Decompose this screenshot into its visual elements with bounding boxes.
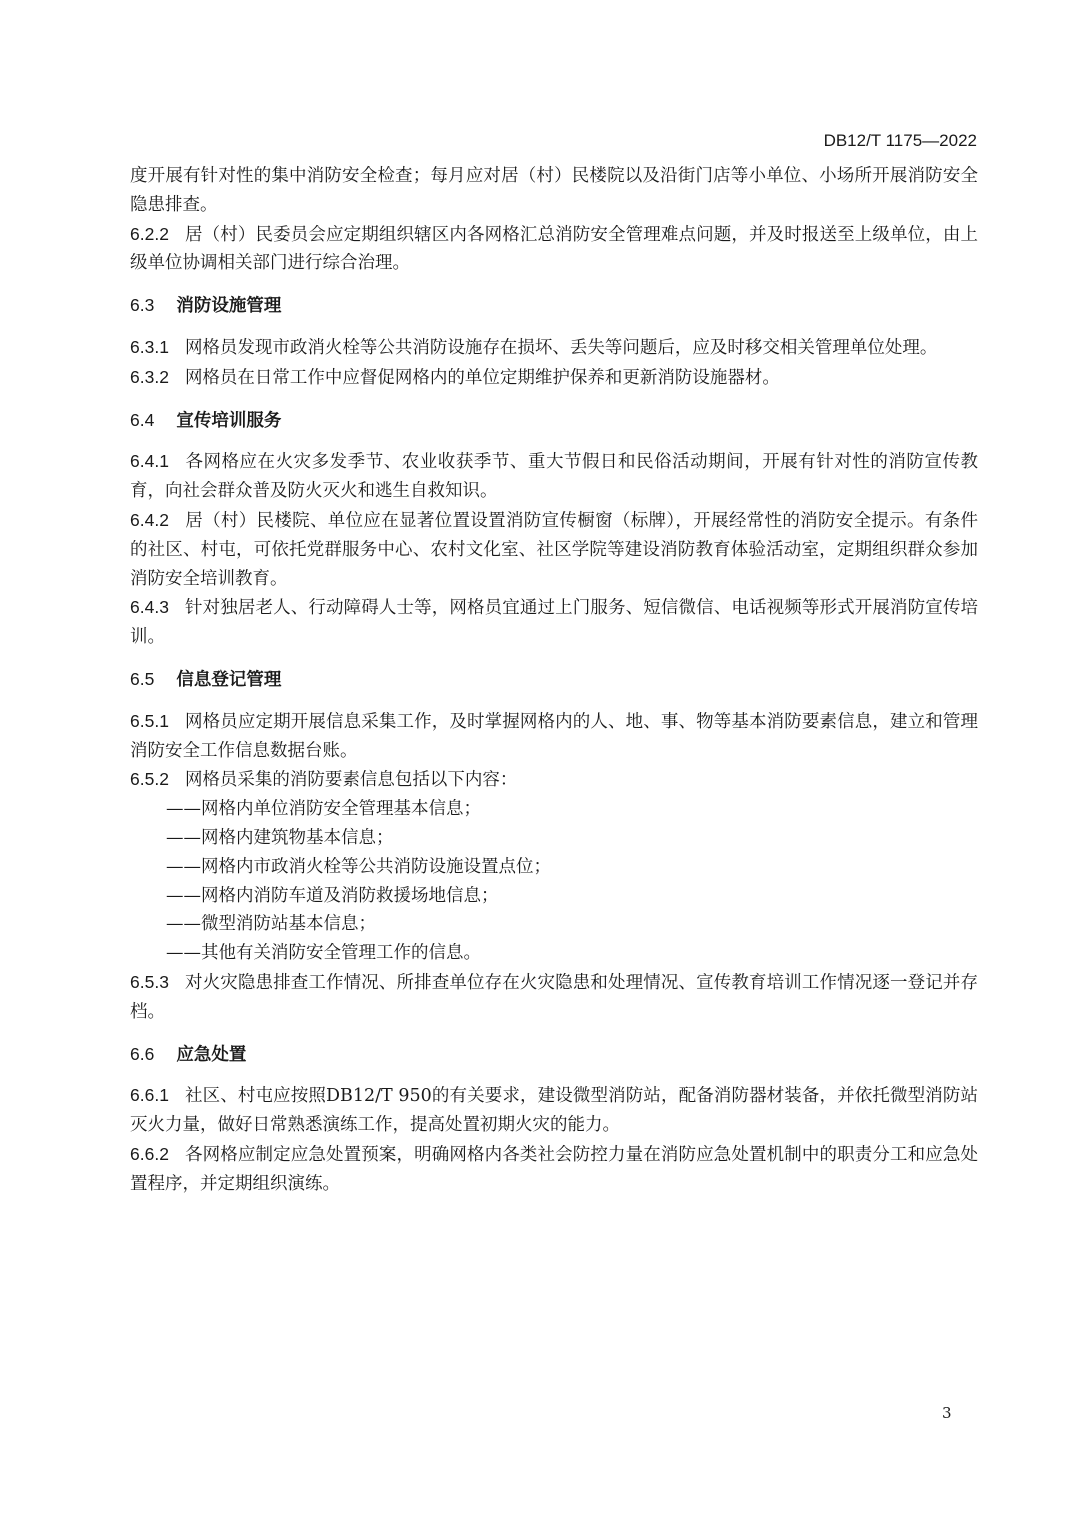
clause-6-5-1: [130, 707, 978, 766]
clause-6-5-2: [130, 765, 978, 795]
clause-6-4-2: [130, 506, 978, 593]
clause-number: 6.5.3: [130, 971, 169, 992]
clause-number: 6.6.2: [130, 1143, 169, 1164]
heading-6-5: [130, 665, 978, 694]
heading-title: 信息登记管理: [176, 668, 282, 689]
clause-6-2-2: [130, 220, 978, 279]
clause-text: 网格员采集的消防要素信息包括以下内容：: [184, 770, 518, 791]
clause-6-5-3: [130, 968, 978, 1027]
clause-6-6-1: [130, 1081, 978, 1140]
list-item: ——网格内消防车道及消防救援场地信息；: [166, 885, 499, 906]
clause-number: 6.5.2: [130, 769, 169, 790]
list-item: ——网格内建筑物基本信息；: [166, 827, 394, 848]
clause-number: 6.3.1: [130, 336, 169, 357]
heading-number: 6.4: [130, 409, 155, 430]
paragraph-continued: 度开展有针对性的集中消防安全检查；每月应对居（村）民楼院以及沿街门店等小单位、小场所开展消防安全隐患排查。: [130, 166, 978, 215]
clause-number: 6.2.2: [130, 223, 169, 244]
clause-6-6-2: [130, 1140, 978, 1199]
list-item: ——微型消防站基本信息；: [166, 914, 376, 935]
clause-6-3-1: [130, 333, 978, 363]
clause-text: 网格员发现市政消火栓等公共消防设施存在损坏、丢失等问题后，应及时移交相关管理单位处理。: [184, 337, 938, 358]
list-item: ——网格内单位消防安全管理基本信息；: [166, 799, 481, 820]
clause-number: 6.3.2: [130, 366, 169, 387]
document-body: [130, 162, 978, 1199]
list-item: ——其他有关消防安全管理工作的信息。: [166, 943, 481, 964]
clause-text: 网格员在日常工作中应督促网格内的单位定期维护保养和更新消防设施器材。: [184, 367, 780, 388]
clause-number: 6.5.1: [130, 710, 169, 731]
clause-text: 居（村）民委员会应定期组织辖区内各网格汇总消防安全管理难点问题，并及时报送至上级单位，由上级单位协调相关部门进行综合治理。: [130, 224, 978, 274]
heading-title: 应急处置: [176, 1043, 247, 1064]
heading-number: 6.6: [130, 1043, 155, 1064]
heading-6-4: [130, 406, 978, 435]
clause-number: 6.4.1: [130, 451, 169, 472]
page-number: 3: [942, 1404, 952, 1422]
heading-number: 6.3: [130, 295, 155, 316]
clause-6-4-3: [130, 593, 978, 652]
clause-text: 各网格应制定应急处置预案，明确网格内各类社会防控力量在消防应急处置机制中的职责分工和应急处置程序，并定期组织演练。: [130, 1144, 978, 1194]
clause-number: 6.4.2: [130, 509, 169, 530]
clause-text: 各网格应在火灾多发季节、农业收获季节、重大节假日和民俗活动期间，开展有针对性的消防宣传教育，向社会群众普及防火灭火和逃生自救知识。: [130, 452, 978, 502]
heading-title: 宣传培训服务: [176, 409, 282, 430]
clause-number: 6.4.3: [130, 597, 169, 618]
clause-text: 网格员应定期开展信息采集工作，及时掌握网格内的人、地、事、物等基本消防要素信息，建立和管理消防安全工作信息数据台账。: [130, 711, 978, 761]
clause-6-3-2: [130, 363, 978, 393]
heading-title: 消防设施管理: [176, 295, 282, 316]
clause-number: 6.6.1: [130, 1085, 169, 1106]
clause-text: 居（村）民楼院、单位应在显著位置设置消防宣传橱窗（标牌），开展经常性的消防安全提示。有条件的社区、村屯，可依托党群服务中心、农村文化室、社区学院等建设消防教育体验活动室，定期组织群众参加消防安全培训教育。: [130, 510, 978, 589]
heading-6-6: [130, 1040, 978, 1069]
standard-number: DB12/T 1175—2022: [823, 131, 977, 150]
heading-number: 6.5: [130, 668, 155, 689]
clause-6-4-1: [130, 447, 978, 506]
list-item: ——网格内市政消火栓等公共消防设施设置点位；: [166, 856, 551, 877]
heading-6-3: [130, 291, 978, 320]
clause-text: 对火灾隐患排查工作情况、所排查单位存在火灾隐患和处理情况、宣传教育培训工作情况逐一登记并存档。: [130, 972, 978, 1022]
clause-text: 社区、村屯应按照DB12/T 950的有关要求，建设微型消防站，配备消防器材装备，并依托微型消防站灭火力量，做好日常熟悉演练工作，提高处置初期火灾的能力。: [130, 1086, 978, 1136]
clause-text: 针对独居老人、行动障碍人士等，网格员宜通过上门服务、短信微信、电话视频等形式开展消防宣传培训。: [130, 598, 978, 648]
